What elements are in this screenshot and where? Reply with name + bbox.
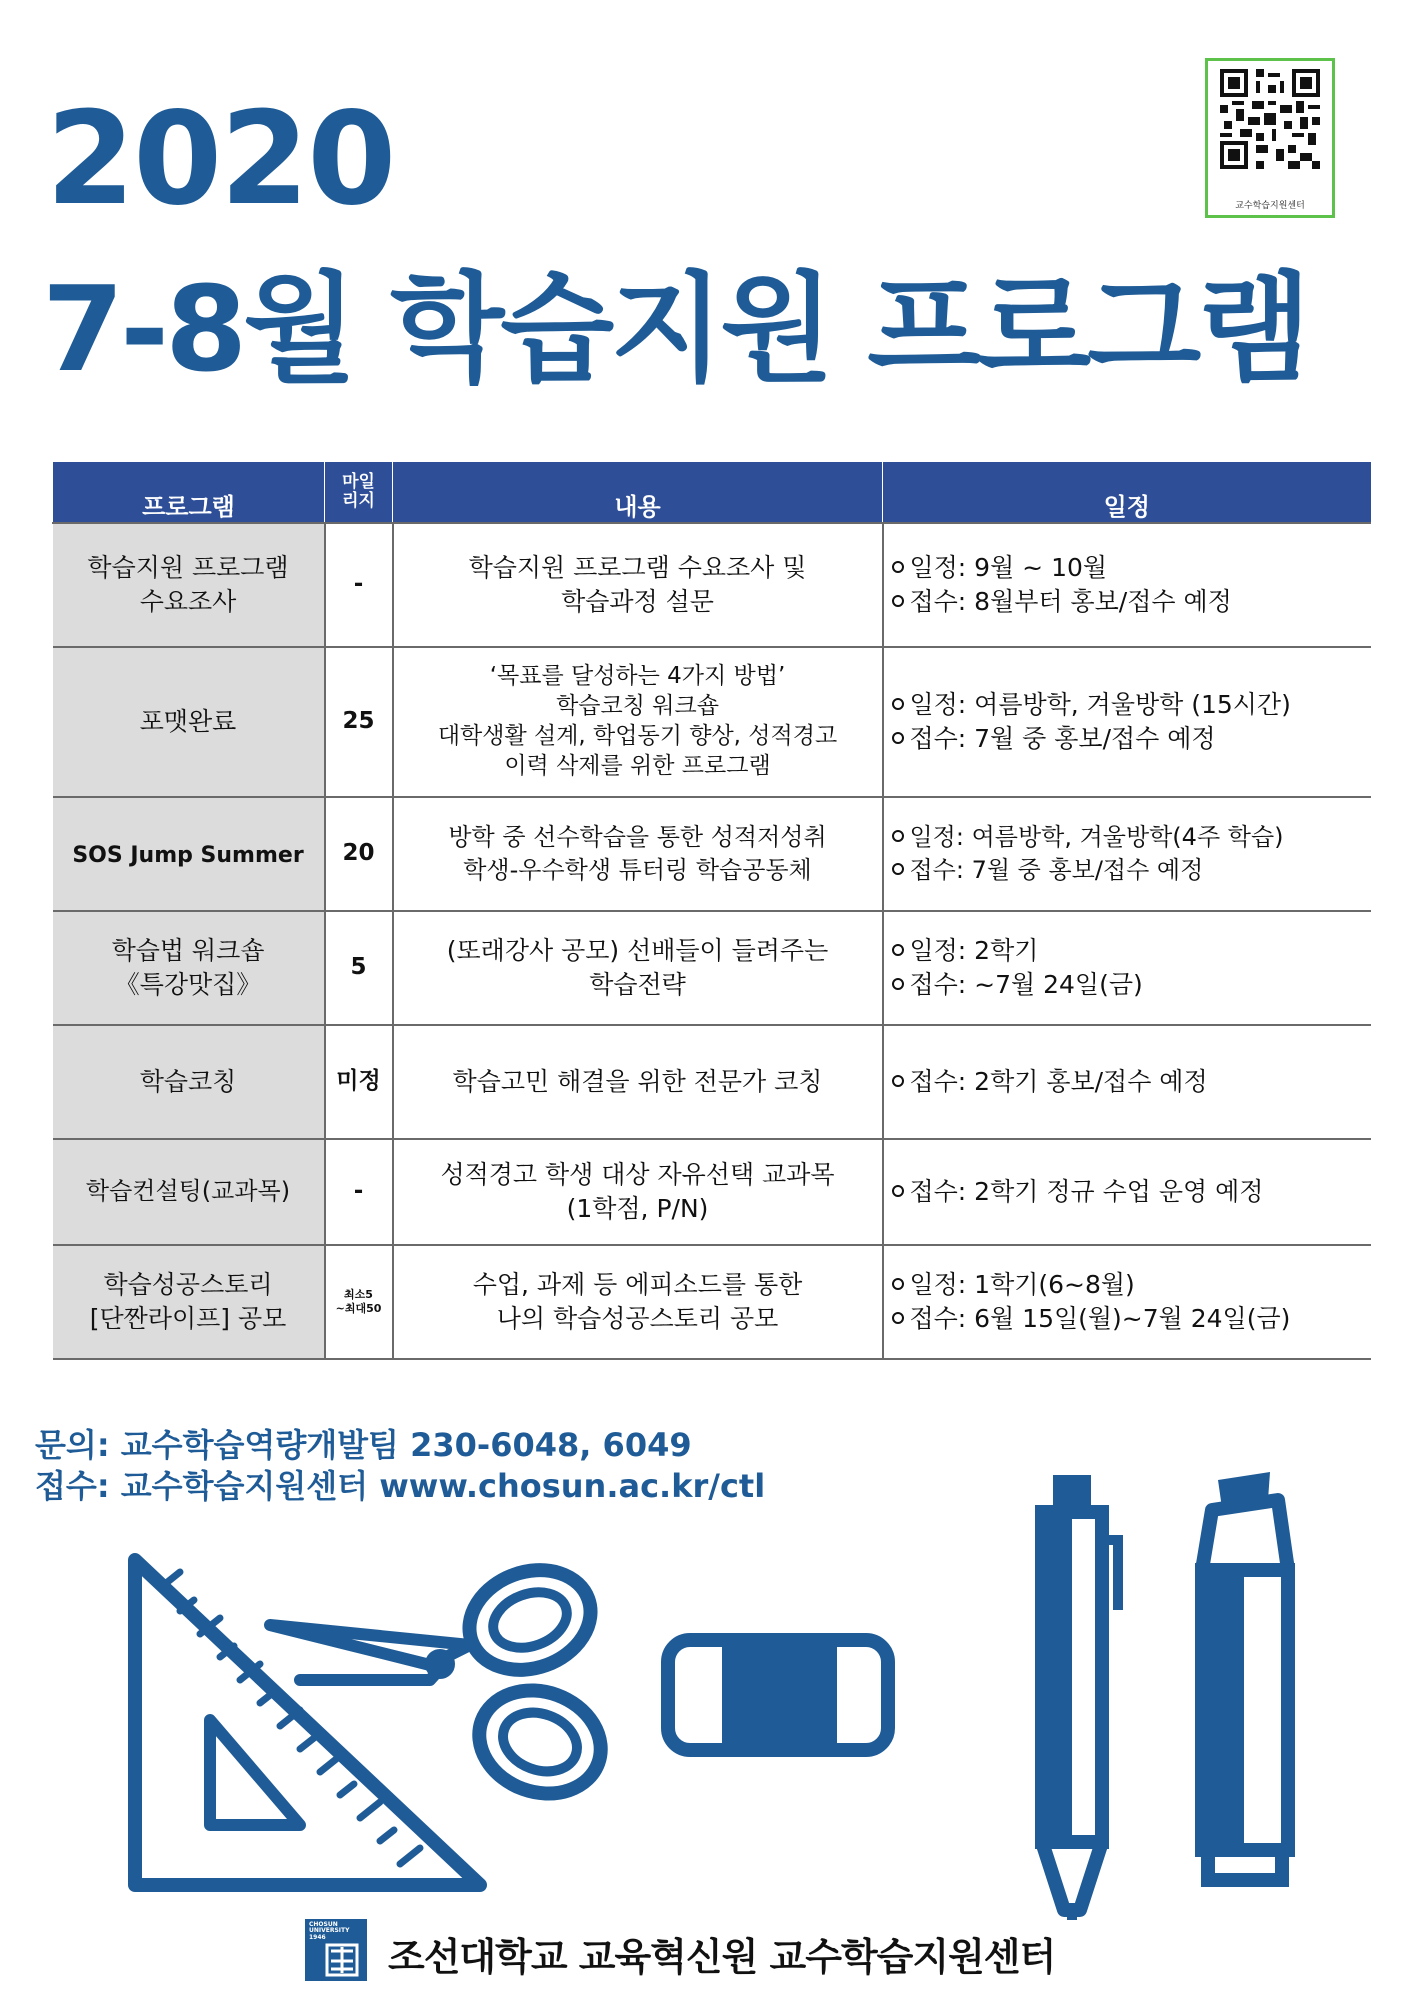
table-row [53, 1245, 1371, 1359]
footer-org: 조선대학교 교육혁신원 교수학습지원센터 [388, 1935, 1056, 1979]
schedule-cell [883, 523, 1371, 647]
highlighter-icon [1202, 1472, 1288, 1880]
qr-caption: 교수학습지원센터 [1235, 201, 1305, 211]
program-cell: 학습코칭 [53, 1025, 325, 1139]
table-row [53, 523, 1371, 647]
pen-icon [1042, 1475, 1118, 1920]
schedule-cell [883, 1245, 1371, 1359]
schedule-line: 일정: 1학기(6~8월) [892, 1268, 1367, 1303]
qr-code[interactable] [1205, 58, 1335, 218]
bullet-icon [892, 732, 904, 744]
schedule-cell [883, 1139, 1371, 1245]
content-cell: 수업, 과제 등 에피소드를 통한 나의 학습성공스토리 공모 [393, 1245, 883, 1359]
schedule-line: 일정: 9월 ~ 10월 [892, 551, 1367, 586]
mileage-cell: - [325, 523, 393, 647]
bullet-icon [892, 1185, 904, 1197]
mileage-cell: - [325, 1139, 393, 1245]
schedule-cell [883, 911, 1371, 1025]
schedule-line: 일정: 여름방학, 겨울방학(4주 학습) [892, 821, 1367, 854]
mileage-cell: 20 [325, 797, 393, 911]
contact-reception[interactable]: 접수: 교수학습지원센터 www.chosun.ac.kr/ctl [35, 1466, 766, 1505]
table-row [53, 1139, 1371, 1245]
header-content: 내용 [393, 462, 883, 523]
triangle-ruler-icon [135, 1560, 480, 1885]
content-cell: 방학 중 선수학습을 통한 성적저성취 학생-우수학생 튜터링 학습공동체 [393, 797, 883, 911]
mileage-cell: 최소5 ~최대50 [325, 1245, 393, 1359]
schedule-line: 접수: ~7월 24일(금) [892, 968, 1367, 1003]
schedule-line: 접수: 6월 15일(월)~7월 24일(금) [892, 1302, 1367, 1337]
title-main: 7-8월 학습지원 프로그램 [42, 260, 1308, 398]
schedule-cell [883, 647, 1371, 797]
university-logo-icon: CHOSUN UNIVERSITY 1946 [305, 1919, 367, 1981]
bullet-icon [892, 978, 904, 990]
bullet-icon [892, 863, 904, 875]
schedule-line: 접수: 2학기 정규 수업 운영 예정 [892, 1175, 1367, 1210]
bullet-icon [892, 830, 904, 842]
bullet-icon [892, 1075, 904, 1087]
program-table [52, 462, 1371, 1360]
bullet-icon [892, 1278, 904, 1290]
contact-inquiry: 문의: 교수학습역량개발팀 230-6048, 6049 [35, 1426, 692, 1464]
mileage-cell: 25 [325, 647, 393, 797]
program-cell: 포맷완료 [53, 647, 325, 797]
header-program: 프로그램 [53, 462, 325, 523]
table-row [53, 1025, 1371, 1139]
schedule-line: 일정: 2학기 [892, 934, 1367, 969]
program-cell: 학습지원 프로그램 수요조사 [53, 523, 325, 647]
schedule-line: 접수: 2학기 홍보/접수 예정 [892, 1065, 1367, 1100]
content-cell: 학습지원 프로그램 수요조사 및 학습과정 설문 [393, 523, 883, 647]
content-cell: (또래강사 공모) 선배들이 들려주는 학습전략 [393, 911, 883, 1025]
qr-code-icon [1220, 69, 1320, 169]
program-cell: SOS Jump Summer [53, 797, 325, 911]
bullet-icon [892, 698, 904, 710]
schedule-line: 접수: 7월 중 홍보/접수 예정 [892, 722, 1367, 757]
schedule-line: 접수: 7월 중 홍보/접수 예정 [892, 854, 1367, 887]
table-row [53, 647, 1371, 797]
table-row [53, 797, 1371, 911]
bullet-icon [892, 561, 904, 573]
bullet-icon [892, 595, 904, 607]
eraser-band [722, 1640, 837, 1750]
mileage-cell: 미정 [325, 1025, 393, 1139]
header-mileage: 마일 리지 [325, 462, 393, 523]
mileage-cell: 5 [325, 911, 393, 1025]
schedule-cell [883, 797, 1371, 911]
program-cell: 학습컨설팅(교과목) [53, 1139, 325, 1245]
program-cell: 학습성공스토리 [단짠라이프] 공모 [53, 1245, 325, 1359]
schedule-line: 일정: 여름방학, 겨울방학 (15시간) [892, 688, 1367, 723]
content-cell: 학습고민 해결을 위한 전문가 코칭 [393, 1025, 883, 1139]
bullet-icon [892, 1312, 904, 1324]
header-schedule: 일정 [883, 462, 1371, 523]
table-header-row [53, 462, 1371, 523]
bullet-icon [892, 944, 904, 956]
stationery-illustration [0, 1460, 1414, 1920]
content-cell: 성적경고 학생 대상 자유선택 교과목 (1학점, P/N) [393, 1139, 883, 1245]
schedule-cell [883, 1025, 1371, 1139]
schedule-line: 접수: 8월부터 홍보/접수 예정 [892, 585, 1367, 620]
program-cell: 학습법 워크숍 《특강맛집》 [53, 911, 325, 1025]
content-cell: ‘목표를 달성하는 4가지 방법’ 학습코칭 워크숍 대학생활 설계, 학업동기 향상, 성적경고 이력 삭제를 위한 프로그램 [393, 647, 883, 797]
title-year: 2020 [46, 85, 395, 234]
table-row [53, 911, 1371, 1025]
